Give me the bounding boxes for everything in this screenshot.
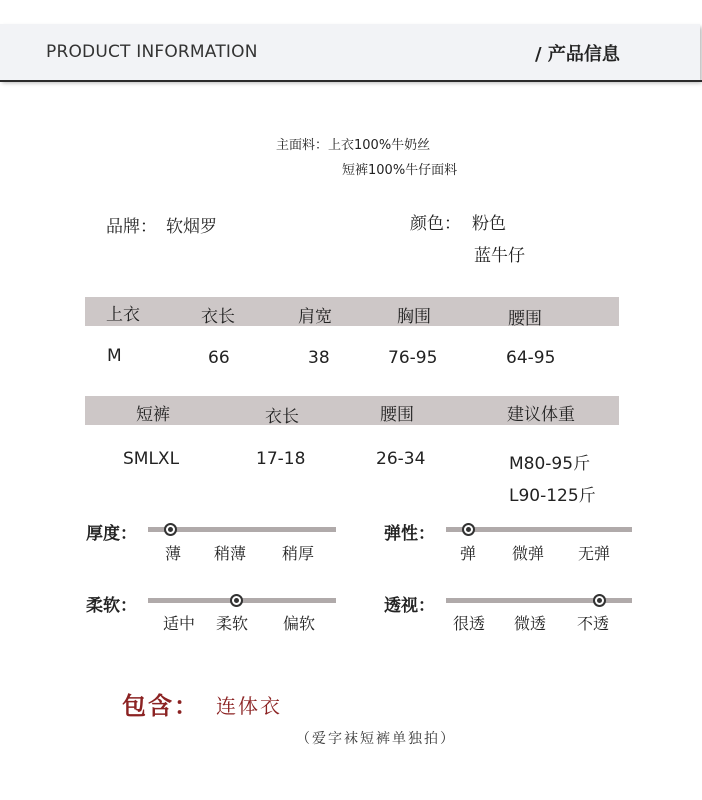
top-cell-0: M [107,346,122,366]
shorts-cell-2: 26-34 [376,449,426,469]
top-cell-2: 38 [308,348,330,368]
top-header-2: 肩宽 [298,307,332,327]
header-divider [0,80,702,82]
banner-subtitle: / 产品信息 [535,44,620,65]
shorts-cell-1: 17-18 [256,449,306,469]
elasticity-option-2: 无弹 [578,544,611,563]
shorts-header-0: 短裤 [136,405,170,425]
softness-selected-marker [230,594,243,607]
thickness-option-2: 稍厚 [282,544,315,563]
transparency-option-2: 不透 [577,614,610,633]
shorts-cell-3-extra: L90-125斤 [509,486,596,506]
shorts-header-1: 衣长 [265,407,299,427]
color-label: 颜色： [410,214,461,234]
transparency-option-1: 微透 [514,614,547,633]
shorts-header-2: 腰围 [380,405,414,425]
thickness-option-0: 薄 [165,544,182,563]
elasticity-option-1: 微弹 [512,544,545,563]
brand-label: 品牌： [106,217,157,237]
color-value-2: 蓝牛仔 [474,246,525,266]
transparency-label: 透视： [384,596,435,616]
shorts-header-3: 建议体重 [507,405,575,425]
includes-label: 包含： [122,692,200,720]
softness-label: 柔软： [86,596,137,616]
softness-option-1: 柔软 [216,614,249,633]
material-line-1: 主面料：上衣100%牛奶丝 [276,138,431,153]
banner-title: PRODUCT INFORMATION [46,42,258,62]
top-header-1: 衣长 [201,307,235,327]
color-value-1: 粉色 [472,214,506,234]
top-header-4: 腰围 [508,309,542,329]
top-cell-1: 66 [208,348,230,368]
transparency-option-0: 很透 [453,614,486,633]
softness-option-2: 偏软 [283,614,316,633]
elasticity-label: 弹性： [384,524,435,544]
thickness-label: 厚度： [86,524,137,544]
thickness-selected-marker [164,523,177,536]
top-header-0: 上衣 [106,305,140,325]
brand-value: 软烟罗 [166,217,217,237]
top-cell-4: 64-95 [506,348,556,368]
softness-option-0: 适中 [163,614,196,633]
shorts-cell-0: SMLXL [123,449,180,469]
shorts-cell-3: M80-95斤 [509,454,591,474]
transparency-selected-marker [593,594,606,607]
includes-note: （爱字袜短裤单独拍） [296,731,456,747]
elasticity-option-0: 弹 [460,544,477,563]
elasticity-selected-marker [462,523,475,536]
top-header-3: 胸围 [397,307,431,327]
top-cell-3: 76-95 [388,348,438,368]
includes-value: 连体衣 [216,694,282,718]
thickness-option-1: 稍薄 [214,544,247,563]
material-line-2: 短裤100%牛仔面料 [342,163,458,178]
